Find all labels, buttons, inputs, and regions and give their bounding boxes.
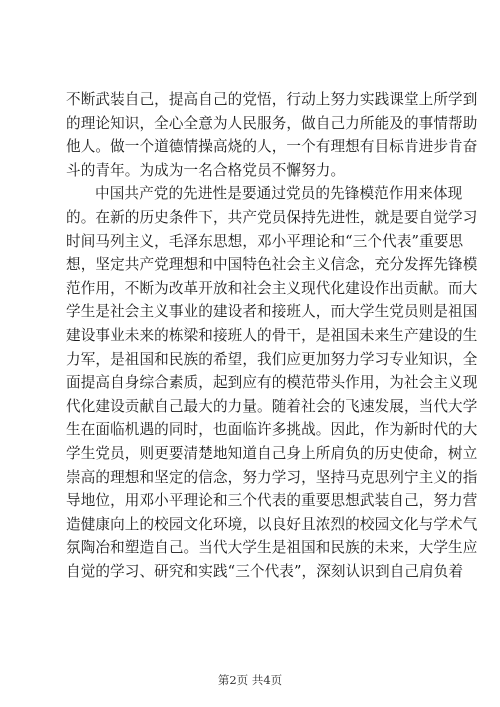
- text-line-2: 的理论知识，全心全意为人民服务，做自己力所能及的事情帮助: [66, 114, 478, 132]
- text-line-8: 想，坚定共产党理想和中国特色社会主义信念，充分发挥先锋模: [66, 256, 478, 274]
- text-line-3: 他人。做一个道德情操高烧的人，一个有理想有目标肯进步肯奋: [66, 138, 478, 156]
- document-body: [66, 88, 478, 583]
- text-line-14: 代化建设贡献自己最大的力量。随着社会的飞速发展，当代大学: [66, 397, 478, 415]
- text-line-6: 的。在新的历史条件下，共产党员保持先进性，就是要自觉学习: [66, 208, 478, 226]
- text-line-17: 崇高的理想和坚定的信念，努力学习，坚持马克思列宁主义的指: [66, 468, 478, 486]
- page-number-footer: 第2页 共4页: [217, 673, 283, 687]
- text-line-15: 生在面临机遇的同时，也面临许多挑战。因此，作为新时代的大: [66, 421, 478, 439]
- text-line-9: 范作用，不断为改革开放和社会主义现代化建设作出贡献。而大: [66, 279, 478, 297]
- text-line-1: 不断武装自己，提高自己的党悟，行动上努力实践课堂上所学到: [66, 91, 478, 108]
- text-line-18: 导地位，用邓小平理论和三个代表的重要思想武装自己，努力营: [66, 492, 478, 510]
- text-line-4: 斗的青年。为成为一名合格党员不懈努力。: [66, 161, 346, 179]
- text-line-21: 自觉的学习、研究和实践“三个代表”，深刻认识到自己肩负着: [66, 562, 464, 580]
- text-line-10: 学生是社会主义事业的建设者和接班人，而大学生党员则是祖国: [66, 303, 478, 321]
- text-line-16: 学生党员，则更要清楚地知道自己身上所肩负的历史使命，树立: [66, 444, 478, 462]
- text-line-13: 面提高自身综合素质，起到应有的模范带头作用，为社会主义现: [66, 374, 478, 392]
- text-line-20: 氛陶冶和塑造自己。当代大学生是祖国和民族的未来，大学生应: [66, 539, 478, 557]
- text-line-12: 力军，是祖国和民族的希望，我们应更加努力学习专业知识，全: [66, 350, 478, 368]
- text-line-5: 中国共产党的先进性是要通过党员的先锋模范作用来体现: [95, 185, 463, 203]
- text-line-19: 造健康向上的校园文化环境，以良好且浓烈的校园文化与学术气: [66, 515, 478, 533]
- text-line-11: 建设事业未来的栋梁和接班人的骨干，是祖国未来生产建设的生: [66, 326, 478, 344]
- text-line-7: 时间马列主义，毛泽东思想，邓小平理论和“三个代表”重要思: [66, 232, 464, 250]
